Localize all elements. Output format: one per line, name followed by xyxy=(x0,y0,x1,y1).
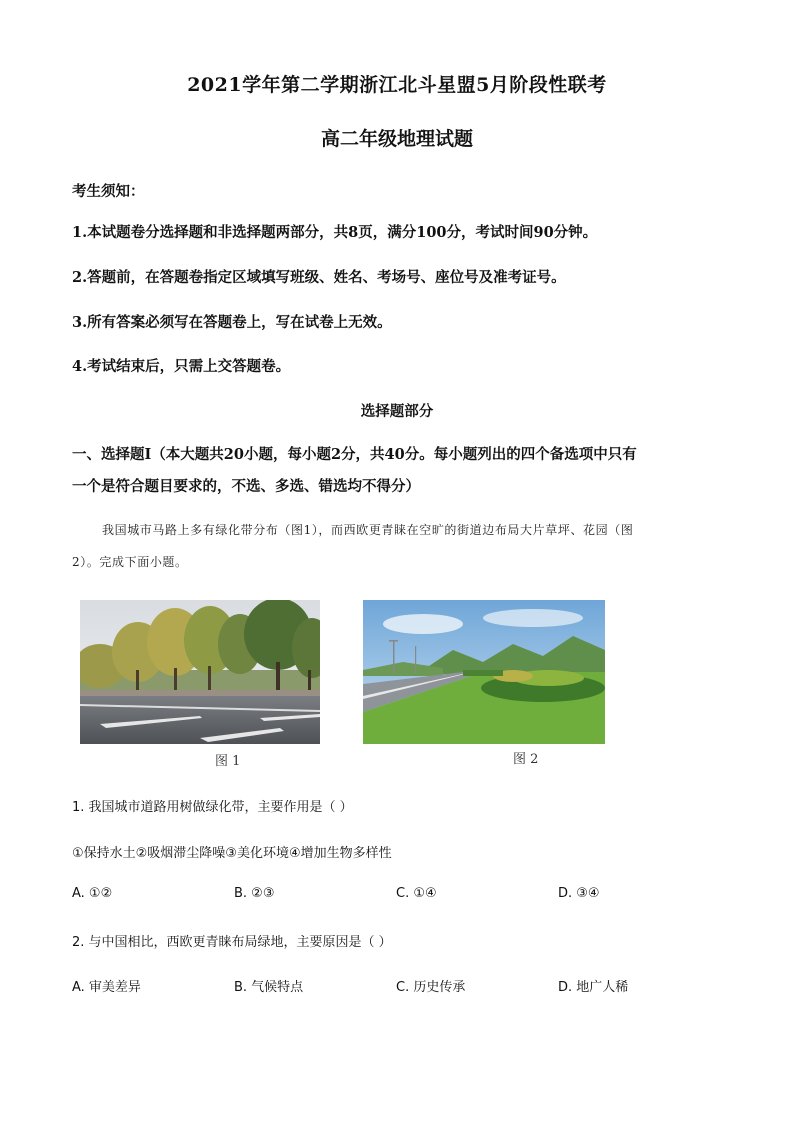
question-1-option-c: C. ①④ xyxy=(396,886,437,901)
question-2-option-b: B. 气候特点 xyxy=(234,980,304,995)
notice-item-4: 4.考试结束后，只需上交答题卷。 xyxy=(72,358,291,375)
section-instruction-line-2: 一个是符合题目要求的，不选、多选、错选均不得分） xyxy=(72,478,420,495)
question-1-option-a: A. ①② xyxy=(72,886,113,901)
passage-line-2: 2）。完成下面小题。 xyxy=(72,555,188,569)
section-title: 选择题部分 xyxy=(360,403,434,420)
figure-1-caption: 图 1 xyxy=(215,754,241,769)
passage-line-1: 我国城市马路上多有绿化带分布（图1），而西欧更青睐在空旷的街道边布局大片草坪、花园（图 xyxy=(102,523,634,537)
question-1-option-d: D. ③④ xyxy=(558,886,600,901)
notice-heading: 考生须知： xyxy=(72,183,145,200)
notice-item-2: 2.答题前，在答题卷指定区域填写班级、姓名、考场号、座位号及准考证号。 xyxy=(72,269,566,286)
exam-subtitle: 高二年级地理试题 xyxy=(320,128,473,150)
question-1-option-b: B. ②③ xyxy=(234,886,275,901)
exam-title: 2021学年第二学期浙江北斗星盟5月阶段性联考 xyxy=(187,74,607,96)
figure-1-photo xyxy=(80,600,320,744)
question-1-statements: ①保持水土②吸烟滞尘降噪③美化环境④增加生物多样性 xyxy=(72,846,392,861)
figure-2-caption: 图 2 xyxy=(513,752,539,767)
question-2-option-a: A. 审美差异 xyxy=(72,980,141,995)
figure-2-photo xyxy=(363,600,605,744)
question-2-stem: 2. 与中国相比，西欧更青睐布局绿地，主要原因是（ ） xyxy=(72,935,392,950)
question-1-stem: 1. 我国城市道路用树做绿化带，主要作用是（ ） xyxy=(72,800,353,815)
question-2-option-c: C. 历史传承 xyxy=(396,980,466,995)
notice-item-3: 3.所有答案必须写在答题卷上，写在试卷上无效。 xyxy=(72,314,392,331)
question-2-option-d: D. 地广人稀 xyxy=(558,980,629,995)
notice-item-1: 1.本试题卷分选择题和非选择题两部分，共8页，满分100分，考试时间90分钟。 xyxy=(72,224,598,241)
section-instruction-line-1: 一、选择题Ⅰ（本大题共20小题，每小题2分，共40分。每小题列出的四个备选项中只有 xyxy=(72,446,637,463)
